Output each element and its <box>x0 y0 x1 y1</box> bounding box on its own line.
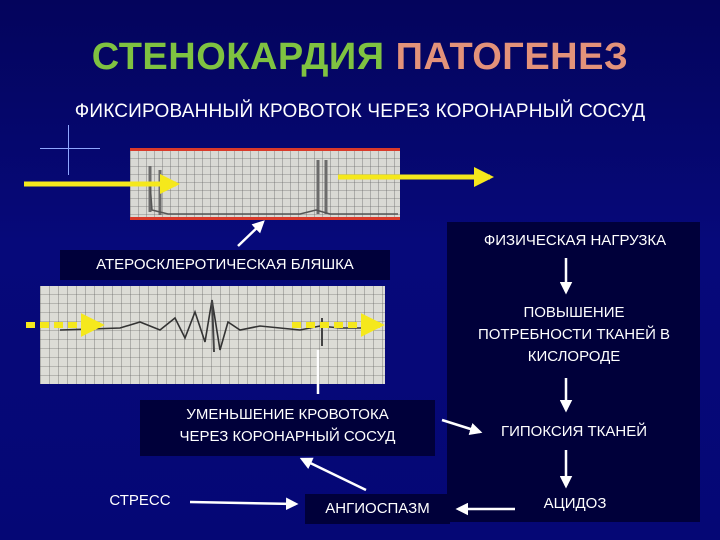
reduced-flow-line-1: УМЕНЬШЕНИЕ КРОВОТОКА <box>186 406 389 423</box>
title-accent: ПАТОГЕНЕЗ <box>395 36 629 78</box>
arrow-reduced-to-hypoxia <box>442 420 480 432</box>
arrow-plaque-to-vessel <box>238 222 263 246</box>
arrow-stress-to-angiospasm <box>190 502 296 504</box>
stress-text: СТРЕСС <box>109 492 171 509</box>
exercise-text: ФИЗИЧЕСКАЯ НАГРУЗКА <box>483 232 667 249</box>
plaque-text: АТЕРОСКЛЕРОТИЧЕСКАЯ БЛЯШКА <box>96 256 354 273</box>
angiospasm-text: АНГИОСПАЗМ <box>325 500 430 517</box>
subtitle: ФИКСИРОВАННЫЙ КРОВОТОК ЧЕРЕЗ КОРОНАРНЫЙ СОСУД <box>74 101 646 122</box>
hypoxia-text: ГИПОКСИЯ ТКАНЕЙ <box>500 423 648 440</box>
oxygen-demand-line-1: ПОВЫШЕНИЕ <box>523 304 625 321</box>
title-main: СТЕНОКАРДИЯ <box>91 36 385 78</box>
reduced-flow-line-2: ЧЕРЕЗ КОРОНАРНЫЙ СОСУД <box>179 428 396 445</box>
arrow-angiospasm-to-reduced <box>302 459 366 490</box>
oxygen-demand-line-2: ПОТРЕБНОСТИ ТКАНЕЙ В <box>477 326 671 343</box>
oxygen-demand-line-3: КИСЛОРОДЕ <box>527 348 621 365</box>
acidosis-text: АЦИДОЗ <box>543 495 607 512</box>
top-strip-trace <box>133 160 398 215</box>
